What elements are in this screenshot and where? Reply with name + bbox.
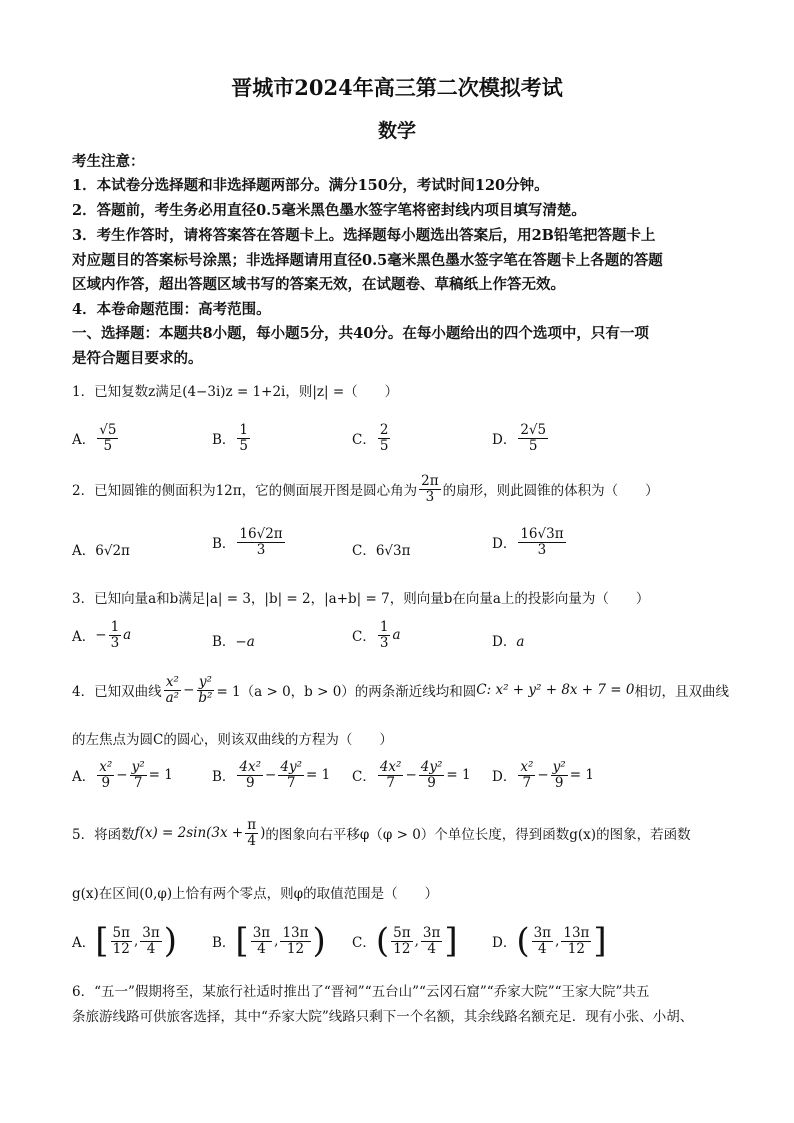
notice-heading: 考生注意：	[72, 153, 145, 170]
section-heading-cont: 是符合题目要求的。	[72, 350, 203, 367]
q4-option-b: B． $\frac{\text{4x²}}{9}$ − $\frac{\text{4y²}}{7}$ = 1	[212, 759, 331, 791]
q2-stem: 2．已知圆锥的侧面积为12π，它的侧面展开图是圆心角为 $\frac{2\pi}{3}$ 的扇形，则此圆锥的体积为（ ）	[72, 473, 659, 505]
q4-stem-cont: 的左焦点为圆C的圆心，则该双曲线的方程为（ ）	[72, 732, 393, 748]
q5-option-b: B． [ $\frac{3\pi}{4}$ , $\frac{13\pi}{12}$ )	[212, 921, 326, 961]
q3-option-b: B．−a	[212, 634, 255, 650]
q3-option-a: A． − $\frac{1}{3}$ a	[72, 619, 132, 651]
q3-stem: 3．已知向量a和b满足|a| = 3，|b| = 2，|a+b| = 7，则向量b在向量a上的投影向量为（ ）	[72, 591, 650, 607]
q2-option-b: B． $\frac{16√2\pi}{3}$	[212, 526, 283, 558]
exam-title: 晋城市2024年高三第二次模拟考试	[231, 75, 563, 100]
q3-option-c: C． $\frac{1}{3}$ a	[352, 619, 401, 651]
q4-stem: 4．已知双曲线 $\frac{\text{x²}}{\text{a²}}$ − $\frac{\text{y²}}{\text{b²}}$ = 1（a > 0，b > 0）的两条渐近线均和圆 C: x² + y² + 8x + 7 = 0 相切，且双曲线	[72, 674, 729, 706]
q1-option-c: C． $\frac{2}{5}$	[352, 422, 389, 454]
q5-stem: 5．将函数 f(x) = 2sin(3x + $\frac{\pi}{4}$ ) 的图象向右平移φ（φ > 0）个单位长度，得到函数g(x)的图象，若函数	[72, 817, 691, 849]
q2-option-a: A．6√2π	[72, 543, 130, 559]
q2-option-d: D． $\frac{16√3\pi}{3}$	[492, 526, 564, 558]
q5-option-d: D． ( $\frac{3\pi}{4}$ , $\frac{13\pi}{12}$ ]	[492, 921, 607, 961]
q5-option-c: C． ( $\frac{5\pi}{12}$ , $\frac{3\pi}{4}$ ]	[352, 921, 458, 961]
notice-item: 3．考生作答时，请将答案答在答题卡上。选择题每小题选出答案后，用2B铅笔把答题卡上	[72, 227, 656, 244]
q5-stem-cont: g(x)在区间(0,φ)上恰有两个零点，则φ的取值范围是（ ）	[72, 886, 439, 902]
notice-item: 对应题目的答案标号涂黑；非选择题请用直径0.5毫米黑色墨水签字笔在答题卡上各题的答题	[72, 252, 663, 269]
q4-option-a: A． $\frac{\text{x²}}{9}$ − $\frac{\text{y²}}{7}$ = 1	[72, 759, 173, 791]
q4-option-d: D． $\frac{\text{x²}}{7}$ − $\frac{\text{y²}}{9}$ = 1	[492, 759, 594, 791]
notice-item: 1．本试卷分选择题和非选择题两部分。满分150分，考试时间120分钟。	[72, 177, 549, 194]
subject-title: 数学	[377, 120, 416, 142]
q1-option-a: A． $\frac{√5}{5}$	[72, 422, 117, 454]
section-heading: 一、选择题：本题共8小题，每小题5分，共40分。在每小题给出的四个选项中，只有一项	[72, 325, 649, 342]
q1-stem: 1．已知复数z满足(4−3i)z = 1+2i，则|z| =（ ）	[72, 384, 399, 400]
notice-item: 4．本卷命题范围：高考范围。	[72, 301, 271, 318]
q3-option-d: D．a	[492, 634, 525, 650]
q1-option-b: B． $\frac{1}{5}$	[212, 422, 249, 454]
q4-option-c: C． $\frac{\text{4x²}}{7}$ − $\frac{\text{4y²}}{9}$ = 1	[352, 759, 471, 791]
q6-stem: 6．“五一”假期将至，某旅行社适时推出了“晋祠”“五台山”“云冈石窟”“乔家大院”“王家大院”共五	[72, 984, 650, 1000]
q2-option-c: C．6√3π	[352, 543, 411, 559]
notice-item: 区域内作答，超出答题区域书写的答案无效，在试题卷、草稿纸上作答无效。	[72, 276, 565, 293]
notice-item: 2．答题前，考生务必用直径0.5毫米黑色墨水签字笔将密封线内项目填写清楚。	[72, 202, 586, 219]
q5-option-a: A． [ $\frac{5\pi}{12}$ , $\frac{3\pi}{4}$ )	[72, 921, 178, 961]
q6-stem-cont: 条旅游线路可供旅客选择，其中“乔家大院”线路只剩下一个名额，其余线路名额充足．现有小张、小胡、	[72, 1009, 694, 1025]
q1-option-d: D． $\frac{2√5}{5}$	[492, 422, 547, 454]
